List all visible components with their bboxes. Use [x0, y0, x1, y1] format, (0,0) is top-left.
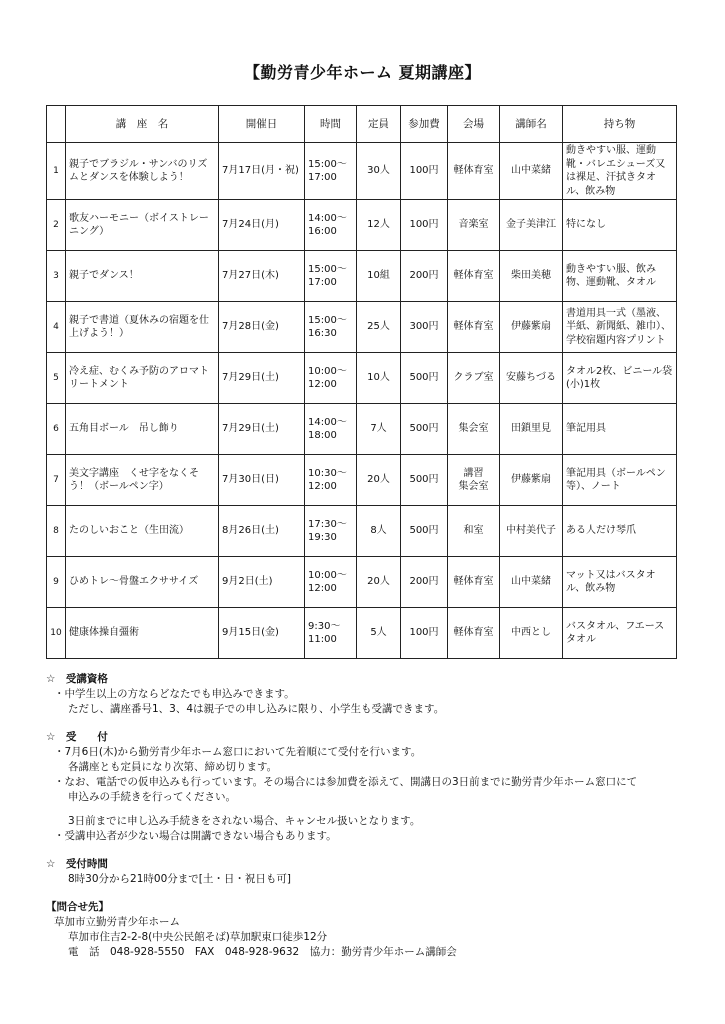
course-number: 9: [47, 557, 66, 608]
reception-line: ・受講申込者が少ない場合は開講できない場合もあります。: [54, 830, 337, 842]
course-instructor: 田鎖里見: [500, 404, 563, 455]
reception-line: 各講座とも定員になり次第、締め切ります。: [68, 761, 278, 773]
course-instructor: 山中菜緒: [500, 557, 563, 608]
course-instructor: 中村美代子: [500, 506, 563, 557]
course-time: 10:30～ 12:00: [305, 455, 357, 506]
course-instructor: 中西とし: [500, 608, 563, 659]
course-number: 2: [47, 200, 66, 251]
page-title: 【勤労青少年ホーム 夏期講座】: [243, 63, 482, 82]
course-number: 6: [47, 404, 66, 455]
course-time: 14:00～ 16:00: [305, 200, 357, 251]
table-row: [47, 353, 677, 404]
course-name: 親子で書道（夏休みの宿題を仕上げよう！）: [66, 302, 219, 353]
course-venue: 軽体育室: [448, 251, 500, 302]
course-capacity: 7人: [357, 404, 401, 455]
header-time: 時間: [305, 106, 357, 143]
header-number: [47, 106, 66, 143]
reception-line: ・なお、電話での仮申込みも行っています。その場合には参加費を添えて、開講日の3日前までに勤労青少年ホーム窓口にて: [54, 776, 638, 788]
course-name: 親子でブラジル・サンバのリズムとダンスを体験しよう！: [66, 143, 219, 200]
course-fee: 200円: [401, 251, 448, 302]
course-date: 9月15日(金): [219, 608, 305, 659]
course-time: 9:30～ 11:00: [305, 608, 357, 659]
notes-section: [46, 672, 686, 960]
course-time: 14:00～ 18:00: [305, 404, 357, 455]
table-row: [47, 302, 677, 353]
header-capacity: 定員: [357, 106, 401, 143]
header-venue: 会場: [448, 106, 500, 143]
course-venue: 和室: [448, 506, 500, 557]
course-capacity: 5人: [357, 608, 401, 659]
table-row: [47, 143, 677, 200]
course-items: タオル2枚、ビニール袋(小)1枚: [563, 353, 677, 404]
course-date: 7月29日(土): [219, 404, 305, 455]
course-time: 17:30～ 19:30: [305, 506, 357, 557]
header-fee: 参加費: [401, 106, 448, 143]
table-row: [47, 506, 677, 557]
table-row: [47, 200, 677, 251]
course-name: 親子でダンス！: [66, 251, 219, 302]
course-capacity: 30人: [357, 143, 401, 200]
course-number: 8: [47, 506, 66, 557]
course-name: 冷え症、むくみ予防のアロマトリートメント: [66, 353, 219, 404]
course-number: 1: [47, 143, 66, 200]
header-course-name: 講 座 名: [66, 106, 219, 143]
course-name: 健康体操自彊術: [66, 608, 219, 659]
course-fee: 500円: [401, 404, 448, 455]
course-number: 7: [47, 455, 66, 506]
course-venue: 軽体育室: [448, 143, 500, 200]
course-name: ひめトレ～骨盤エクササイズ: [66, 557, 219, 608]
course-capacity: 12人: [357, 200, 401, 251]
course-date: 7月28日(金): [219, 302, 305, 353]
course-number: 4: [47, 302, 66, 353]
course-name: 五角目ボール 吊し飾り: [66, 404, 219, 455]
course-items: 筆記用具（ボールペン等）、ノート: [563, 455, 677, 506]
course-date: 8月26日(土): [219, 506, 305, 557]
eligibility-line: ・中学生以上の方ならどなたでも申込みできます。: [54, 688, 295, 700]
course-fee: 500円: [401, 353, 448, 404]
course-name: たのしいおこと（生田流）: [66, 506, 219, 557]
course-time: 15:00～ 17:00: [305, 251, 357, 302]
eligibility-heading: ☆ 受講資格: [46, 673, 108, 685]
course-venue: 軽体育室: [448, 608, 500, 659]
header-date: 開催日: [219, 106, 305, 143]
header-items: 持ち物: [563, 106, 677, 143]
course-capacity: 10人: [357, 353, 401, 404]
course-instructor: 柴田美穂: [500, 251, 563, 302]
course-time: 10:00～ 12:00: [305, 557, 357, 608]
course-items: 動きやすい服、飲み物、運動靴、タオル: [563, 251, 677, 302]
eligibility-line: ただし、講座番号1、3、4は親子での申し込みに限り、小学生も受講できます。: [68, 703, 445, 715]
contact-org: 草加市立勤労青少年ホーム: [54, 916, 180, 928]
hours-line: 8時30分から21時00分まで[土・日・祝日も可]: [68, 873, 291, 885]
course-time: 15:00～ 16:30: [305, 302, 357, 353]
course-time: 15:00～ 17:00: [305, 143, 357, 200]
course-instructor: 金子美津江: [500, 200, 563, 251]
course-time: 10:00～ 12:00: [305, 353, 357, 404]
course-capacity: 8人: [357, 506, 401, 557]
course-name: 美文字講座 くせ字をなくそう！（ボールペン字）: [66, 455, 219, 506]
course-venue: 音楽室: [448, 200, 500, 251]
reception-line: 3日前までに申し込み手続きをされない場合、キャンセル扱いとなります。: [68, 815, 421, 827]
course-capacity: 20人: [357, 455, 401, 506]
course-date: 9月2日(土): [219, 557, 305, 608]
course-capacity: 20人: [357, 557, 401, 608]
course-capacity: 10組: [357, 251, 401, 302]
table-header-row: [47, 106, 677, 143]
course-table: [46, 105, 677, 659]
course-venue: 軽体育室: [448, 557, 500, 608]
course-fee: 500円: [401, 506, 448, 557]
table-row: [47, 404, 677, 455]
course-items: 書道用具一式（墨液、半紙、新聞紙、雑巾）、学校宿題内容プリント: [563, 302, 677, 353]
course-items: 筆記用具: [563, 404, 677, 455]
course-instructor: 山中菜緒: [500, 143, 563, 200]
contact-heading: 【問合せ先】: [46, 901, 109, 913]
table-row: [47, 251, 677, 302]
course-fee: 100円: [401, 200, 448, 251]
course-fee: 500円: [401, 455, 448, 506]
course-date: 7月27日(木): [219, 251, 305, 302]
course-capacity: 25人: [357, 302, 401, 353]
course-fee: 200円: [401, 557, 448, 608]
table-row: [47, 455, 677, 506]
course-number: 3: [47, 251, 66, 302]
course-items: マット又はバスタオル、飲み物: [563, 557, 677, 608]
contact-address: 草加市住吉2-2-8(中央公民館そば)草加駅東口徒歩12分: [68, 931, 328, 943]
course-venue: 集会室: [448, 404, 500, 455]
course-items: 動きやすい服、運動靴・バレエシューズ又は裸足、汗拭きタオル、飲み物: [563, 143, 677, 200]
course-fee: 100円: [401, 608, 448, 659]
contact-phone: 電 話 048-928-5550 FAX 048-928-9632 協力：勤労青少年ホーム講師会: [68, 946, 457, 958]
course-instructor: 伊藤紫扇: [500, 302, 563, 353]
course-venue: 講習 集会室: [448, 455, 500, 506]
course-items: ある人だけ琴爪: [563, 506, 677, 557]
course-number: 5: [47, 353, 66, 404]
course-instructor: 安藤ちづる: [500, 353, 563, 404]
course-date: 7月17日(月・祝): [219, 143, 305, 200]
reception-line: ・7月6日(木)から勤労青少年ホーム窓口において先着順にて受付を行います。: [54, 746, 422, 758]
table-row: [47, 557, 677, 608]
course-venue: クラブ室: [448, 353, 500, 404]
header-instructor: 講師名: [500, 106, 563, 143]
hours-heading: ☆ 受付時間: [46, 858, 108, 870]
course-instructor: 伊藤紫扇: [500, 455, 563, 506]
course-name: 歌友ハーモニー（ボイストレーニング）: [66, 200, 219, 251]
course-items: バスタオル、フエースタオル: [563, 608, 677, 659]
course-fee: 100円: [401, 143, 448, 200]
course-venue: 軽体育室: [448, 302, 500, 353]
course-date: 7月29日(土): [219, 353, 305, 404]
course-date: 7月30日(日): [219, 455, 305, 506]
reception-heading: ☆ 受 付: [46, 731, 108, 743]
course-fee: 300円: [401, 302, 448, 353]
course-date: 7月24日(月): [219, 200, 305, 251]
table-row: [47, 608, 677, 659]
course-items: 特になし: [563, 200, 677, 251]
course-number: 10: [47, 608, 66, 659]
reception-line: 申込みの手続きを行ってください。: [68, 791, 236, 803]
